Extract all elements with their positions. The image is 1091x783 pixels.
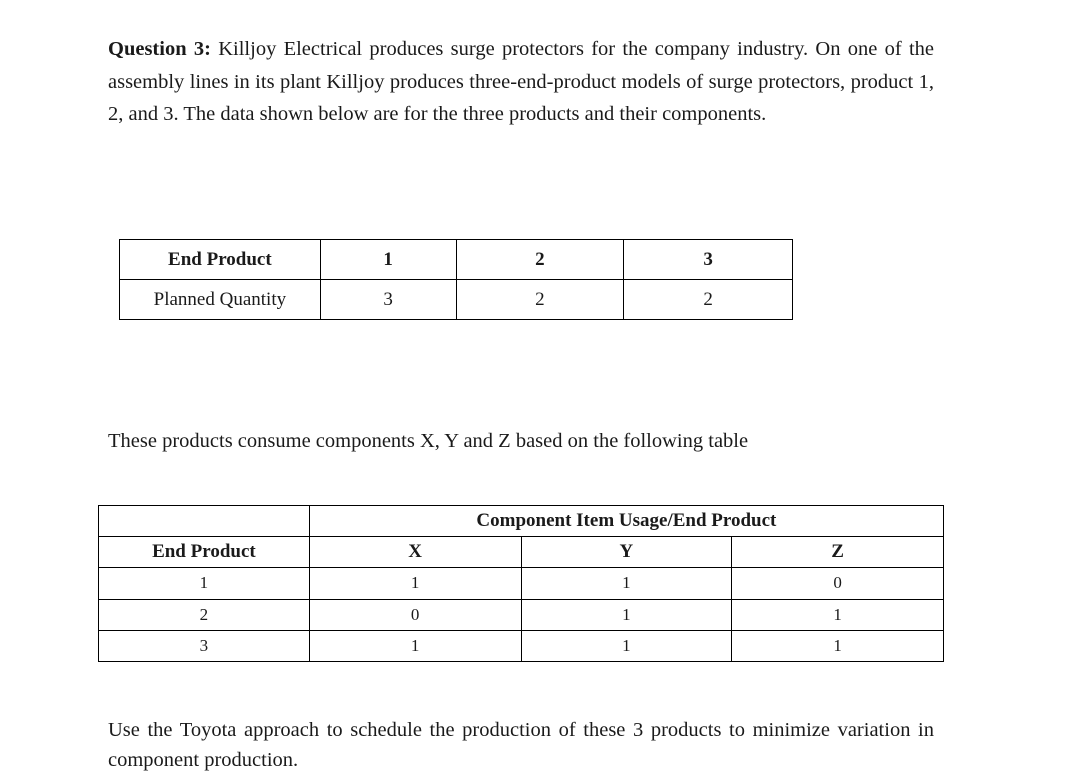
planned-quantity-3: 2: [624, 280, 793, 320]
usage-y-cell: 1: [521, 568, 732, 599]
question-paragraph: [108, 33, 934, 131]
usage-row-product-2: [99, 599, 944, 630]
usage-x-cell: 0: [309, 599, 521, 630]
usage-z-cell: 0: [732, 568, 944, 599]
usage-product-cell: 3: [99, 630, 310, 661]
usage-x-cell: 1: [309, 568, 521, 599]
component-y-header: Y: [521, 537, 732, 568]
planned-quantity-label: Planned Quantity: [120, 280, 321, 320]
usage-y-cell: 1: [521, 599, 732, 630]
usage-row-product-3: [99, 630, 944, 661]
usage-empty-cell: [99, 506, 310, 537]
usage-end-product-header: End Product: [99, 537, 310, 568]
product-1-header: 1: [320, 240, 456, 280]
component-x-header: X: [309, 537, 521, 568]
usage-x-cell: 1: [309, 630, 521, 661]
component-intro: These products consume components X, Y and Z based on the following table: [108, 430, 749, 452]
planned-quantity-1: 3: [320, 280, 456, 320]
component-usage-table: [98, 505, 944, 662]
usage-product-cell: 2: [99, 599, 310, 630]
planned-quantity-table: [119, 239, 793, 320]
usage-group-header-row: [99, 506, 944, 537]
product-2-header: 2: [456, 240, 624, 280]
usage-z-cell: 1: [732, 599, 944, 630]
component-z-header: Z: [732, 537, 944, 568]
usage-row-product-1: [99, 568, 944, 599]
product-3-header: 3: [624, 240, 793, 280]
usage-product-cell: 1: [99, 568, 310, 599]
end-product-header: End Product: [120, 240, 321, 280]
question-label: Question 3:: [108, 38, 211, 60]
planned-table-header-row: [120, 240, 793, 280]
usage-group-title: Component Item Usage/End Product: [309, 506, 943, 537]
question-text: Killjoy Electrical produces surge protectors for the company industry. On one of the assembly lines in its plant Killjoy produces three-end-product models of surge protectors, product 1, 2, and 3. The data shown below are for the three products and their components.: [108, 38, 934, 125]
usage-y-cell: 1: [521, 630, 732, 661]
closing-instruction: Use the Toyota approach to schedule the production of these 3 products to minimize variation in component production.: [108, 719, 934, 771]
planned-quantity-row: [120, 280, 793, 320]
usage-column-header-row: [99, 537, 944, 568]
usage-z-cell: 1: [732, 630, 944, 661]
planned-quantity-2: 2: [456, 280, 624, 320]
